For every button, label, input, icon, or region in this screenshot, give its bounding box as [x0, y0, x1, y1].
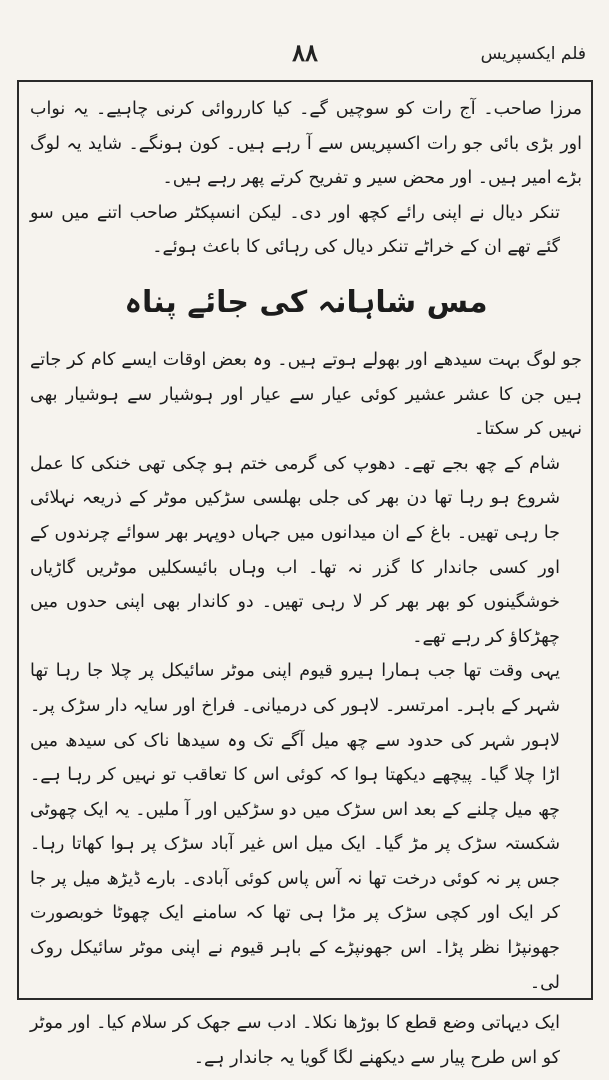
page-number: ۸۸ [292, 38, 318, 67]
paragraph: تنکر دیال نے اپنی رائے کچھ اور دی۔ لیکن انسپکٹر صاحب اتنے میں سو گئے تھے ان کے خراٹے تنکر دیال کی رہائی کا باعث ہوئے۔ [30, 202, 560, 258]
section-heading: مس شاہانہ کی جائے پناہ [124, 284, 488, 320]
page-header [20, 34, 590, 84]
paragraph: شام کے چھ بجے تھے۔ دھوپ کی گرمی ختم ہو چکی تھی خنکی کا عمل شروع ہو رہا تھا دن بھر کی جلی بھلسی سڑکیں موٹر کے ذریعہ نہلائی جا رہی تھیں۔ باغ کے ان میدانوں میں جہاں دوپہر بھر سوائے چرندوں کے اور کسی جاندار کا گزر نہ تھا۔ اب وہاں بائیسکلیں موٹریں گاڑیاں خوشگینوں کو بھر بھر کر لا رہی تھیں۔ دو کاندار بھی اپنی حدوں میں چھڑکاؤ کر رہے تھے۔ [30, 453, 560, 647]
paragraph: مرزا صاحب۔ آج رات کو سوچیں گے۔ کیا کارروائی کرنی چاہیے۔ یہ نواب اور بڑی بائی جو رات اکسپریس سے آ رہے ہیں۔ کون ہونگے۔ شاید یہ لوگ بڑے امیر ہیں۔ اور محض سیر و تفریح کرتے پھر رہے ہیں۔ [30, 99, 582, 189]
running-title: فلم ایکسپریس [480, 44, 586, 64]
paragraph: جو لوگ بہت سیدھے اور بھولے ہوتے ہیں۔ وہ بعض اوقات ایسے کام کر جاتے ہیں جن کا عشر عشیر کوئی عیار سے عیار اور ہوشیار سے ہوشیار بھی نہیں کر سکتا۔ [30, 349, 582, 440]
paragraph: یہی وقت تھا جب ہمارا ہیرو قیوم اپنی موٹر سائیکل پر چلا جا رہا تھا شہر کے باہر۔ امرتسر۔ لاہور کی درمیانی۔ فراخ اور سایہ دار سڑک پر۔ لاہور شہر کی حدود سے چھ میل آگے تک وہ سیدھا ناک کی سیدھ میں اڑا چلا گیا۔ پیچھے دیکھتا ہوا کہ کوئی اس کا تعاقب تو نہیں کر رہا ہے۔ چھ میل چلنے کے بعد اس سڑک میں دو سڑکیں اور آ ملیں۔ یہ ایک چھوٹی شکستہ سڑک پر مڑ گیا۔ ایک میل اس غیر آباد سڑک پر ہوا کھاتا رہا۔ جس پر نہ کوئی درخت تھا نہ آس پاس کوئی آبادی۔ بارے ڈیڑھ میل پر جا کر ایک اور کچی سڑک پر مڑا ہی تھا کہ سامنے ایک چھوٹا خوبصورت جھونپڑا نظر پڑا۔ اس جھونپڑے کے باہر قیوم نے اپنی موٹر سائیکل روک لی۔ [30, 661, 560, 993]
body-text [30, 92, 582, 1075]
paragraph: ایک دیہاتی وضع قطع کا بوڑھا نکلا۔ ادب سے جھک کر سلام کیا۔ اور موٹر کو اس طرح پیار سے دیکھنے لگا گویا یہ جاندار ہے۔ [30, 1013, 560, 1068]
